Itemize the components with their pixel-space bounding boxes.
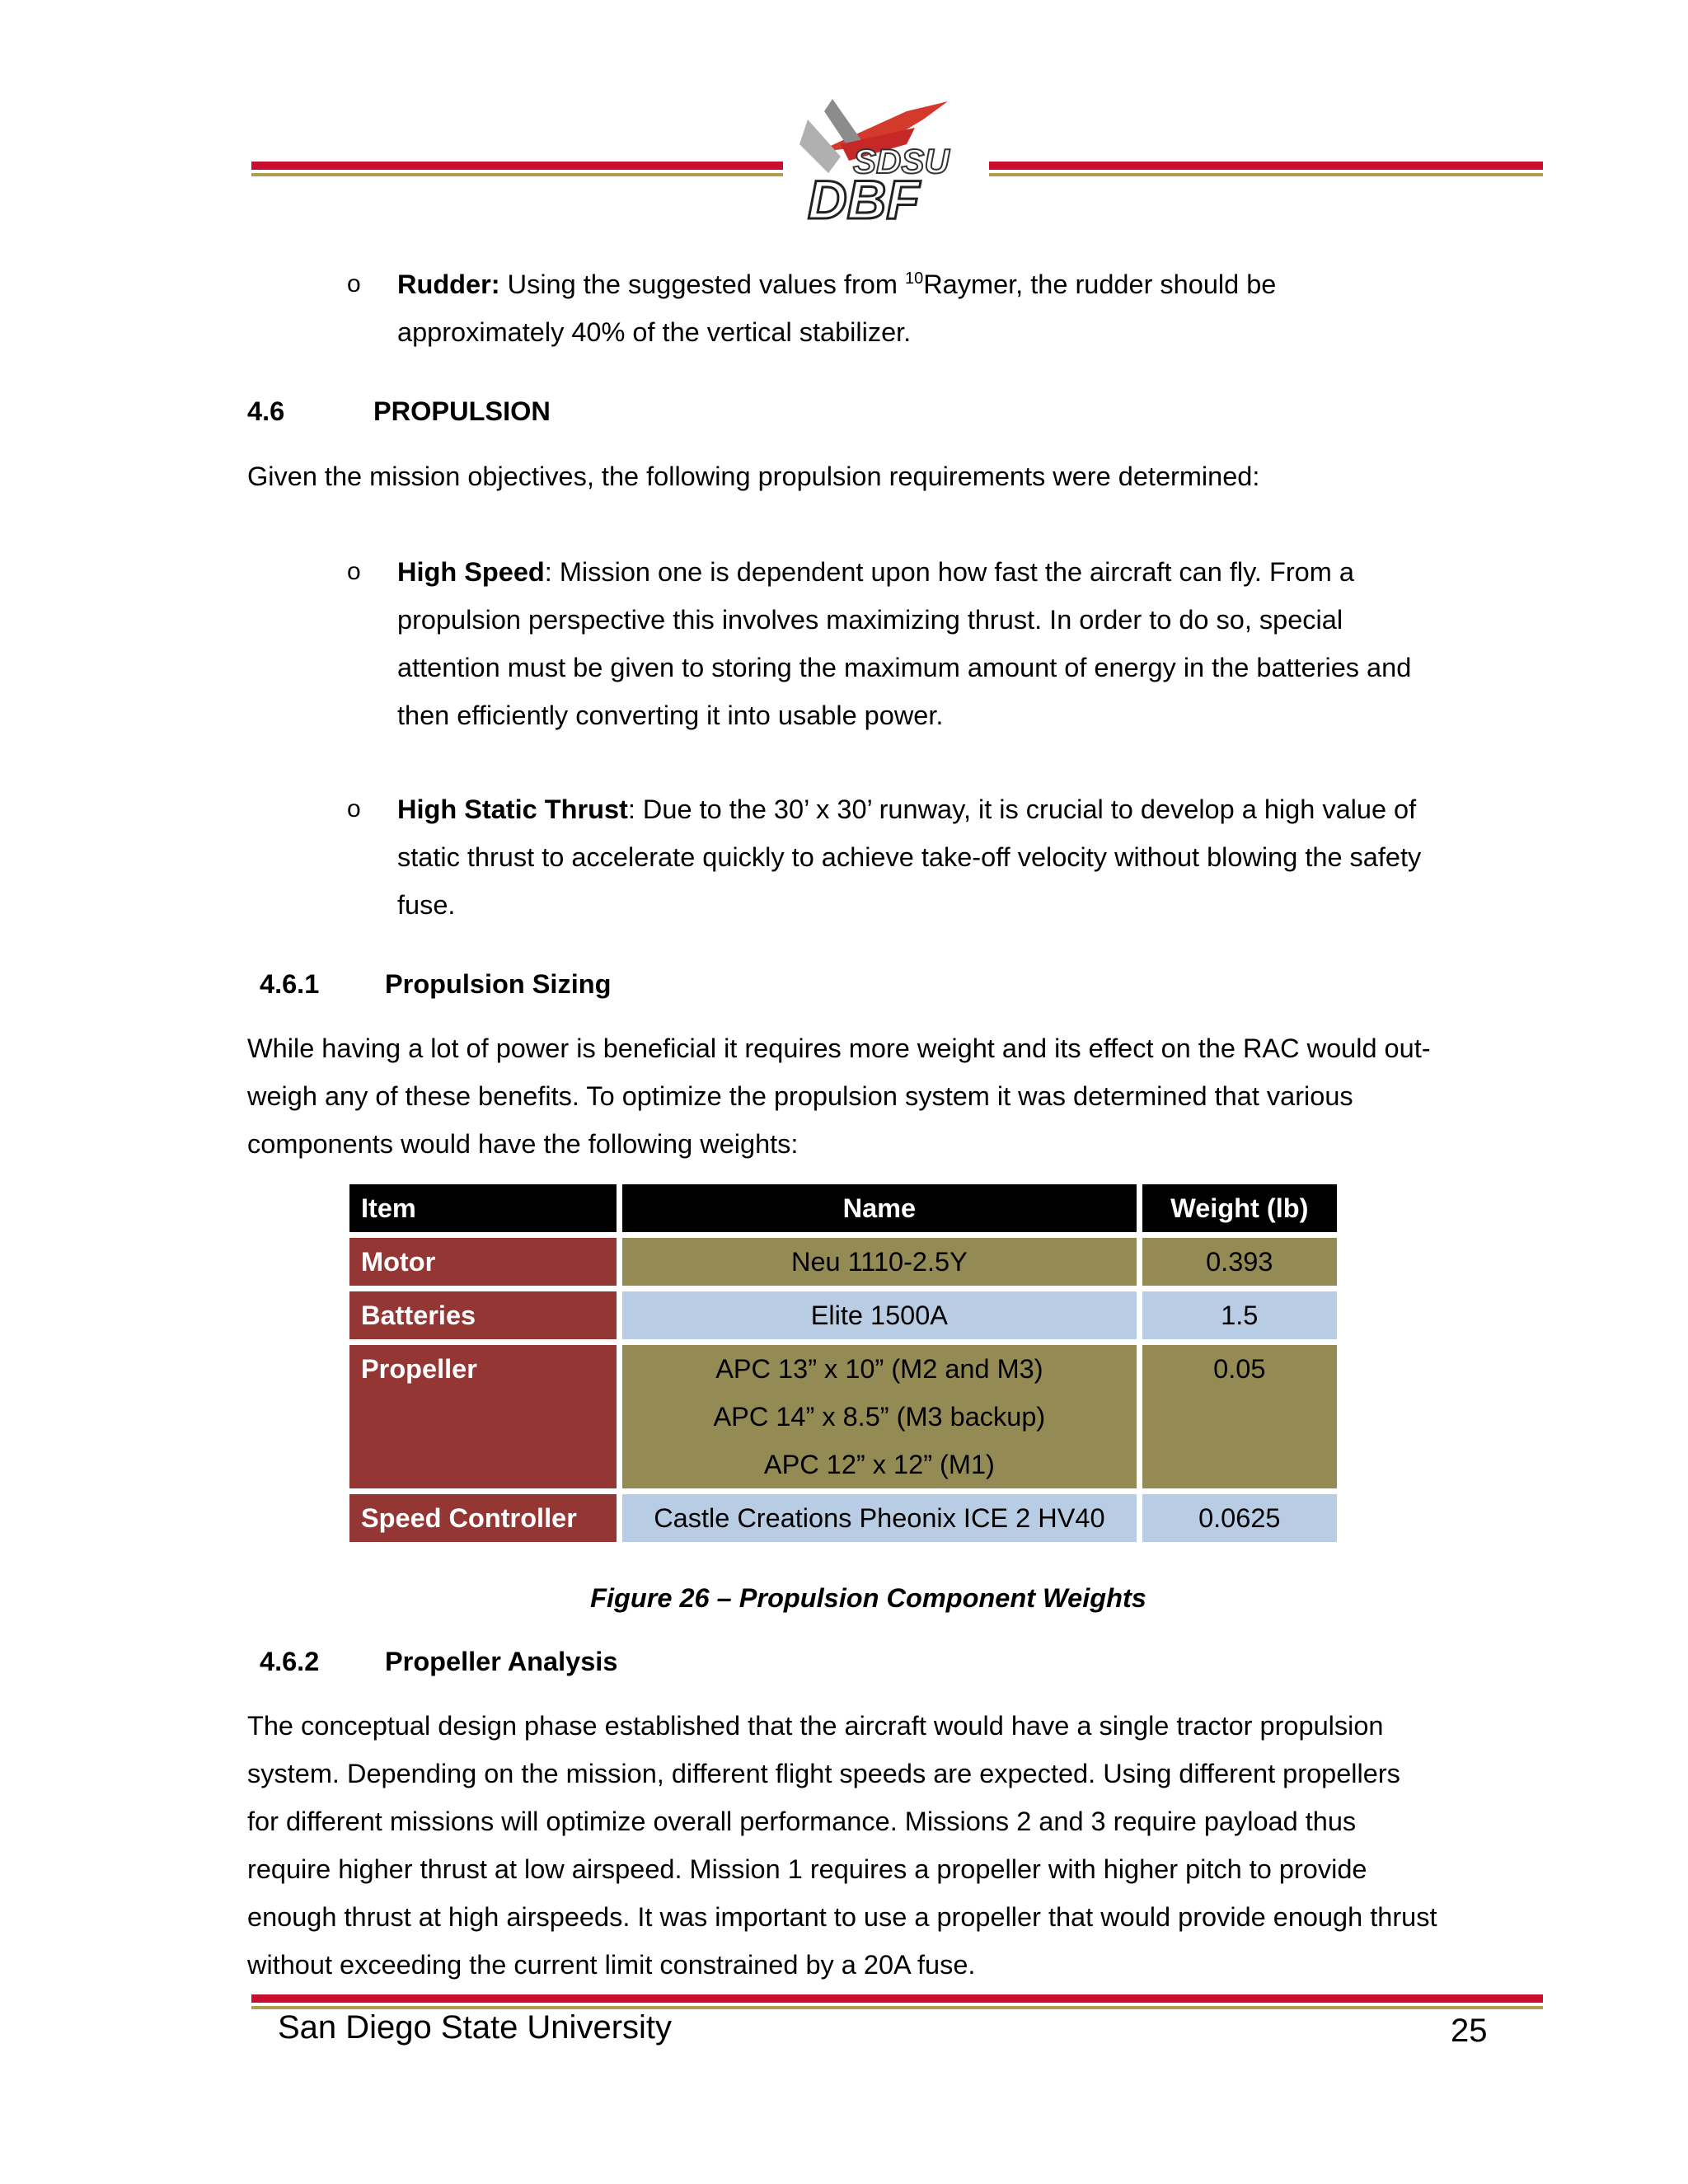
high-speed-label: High Speed (397, 557, 545, 587)
table-header-row (349, 1184, 1337, 1232)
analysis-line-4: require higher thrust at low airspeed. Mission 1 requires a propeller with higher pitch to provide (247, 1854, 1367, 1884)
footer-university: San Diego State University (278, 2009, 673, 2046)
logo-text-bottom: DBF (808, 169, 920, 230)
row-item: Speed Controller (349, 1494, 617, 1542)
header-item: Item (349, 1184, 617, 1232)
bullet-marker: o (347, 270, 361, 298)
propeller-option: APC 13” x 10” (M2 and M3) (715, 1354, 1043, 1384)
high-speed-line-2: propulsion perspective this involves maximizing thrust. In order to do so, special (397, 605, 1343, 635)
footer-page-number: 25 (1451, 2013, 1488, 2049)
section-4-6-1-number: 4.6.1 (260, 969, 320, 999)
section-4-6-title: PROPULSION (373, 396, 551, 426)
analysis-line-5: enough thrust at high airspeeds. It was important to use a propeller that would provide enough thrust (247, 1902, 1437, 1932)
high-static-line-3: fuse. (397, 890, 456, 920)
raymer-ref: 10 (904, 269, 924, 288)
footer-red-rule (251, 1994, 1543, 2003)
propeller-option: APC 12” x 12” (M1) (763, 1450, 995, 1479)
row-weight: 1.5 (1142, 1291, 1337, 1339)
analysis-line-1: The conceptual design phase established that the aircraft would have a single tractor propulsion (247, 1711, 1384, 1741)
sizing-line-2: weigh any of these benefits. To optimize the propulsion system it was determined that various (247, 1081, 1353, 1111)
high-static-label: High Static Thrust (397, 794, 628, 824)
analysis-line-2: system. Depending on the mission, different flight speeds are expected. Using different propellers (247, 1759, 1400, 1788)
bullet-marker: o (347, 795, 361, 823)
row-weight: 0.393 (1142, 1238, 1337, 1286)
sizing-line-1: While having a lot of power is beneficial it requires more weight and its effect on the RAC would out- (247, 1033, 1431, 1063)
rudder-line-1 (397, 260, 1276, 308)
row-name: Neu 1110-2.5Y (622, 1238, 1136, 1286)
section-4-6-number: 4.6 (247, 396, 285, 426)
section-4-6-2-number: 4.6.2 (260, 1647, 320, 1676)
high-speed-line-1: High Speed: Mission one is dependent upon how fast the aircraft can fly. From a (397, 557, 1354, 587)
high-speed-line-4: then efficiently converting it into usable power. (397, 701, 944, 730)
intro-paragraph: Given the mission objectives, the following propulsion requirements were determined: (247, 462, 1260, 491)
row-item: Propeller (349, 1345, 617, 1488)
logo-text-top: SDSU (853, 142, 950, 180)
table-row (349, 1345, 1337, 1488)
analysis-line-3: for different missions will optimize overall performance. Missions 2 and 3 require payload thus (247, 1807, 1357, 1836)
table-row (349, 1494, 1337, 1542)
high-static-line-2: static thrust to accelerate quickly to achieve take-off velocity without blowing the safety (397, 842, 1422, 872)
row-weight: 0.05 (1142, 1345, 1337, 1488)
figure-caption: Figure 26 – Propulsion Component Weights (590, 1583, 1146, 1613)
sizing-line-3: components would have the following weights: (247, 1129, 799, 1159)
section-4-6-1-title: Propulsion Sizing (385, 969, 612, 999)
bullet-marker: o (347, 558, 361, 585)
row-weight: 0.0625 (1142, 1494, 1337, 1542)
rudder-line-2: approximately 40% of the vertical stabilizer. (397, 317, 912, 347)
row-item: Motor (349, 1238, 617, 1286)
header-name: Name (622, 1184, 1136, 1232)
propeller-option: APC 14” x 8.5” (M3 backup) (713, 1402, 1046, 1432)
rudder-text-a: Using the suggested values from (507, 269, 905, 299)
rudder-text-b: Raymer, the rudder should be (923, 269, 1277, 299)
analysis-line-6: without exceeding the current limit constrained by a 20A fuse. (247, 1950, 976, 1980)
row-name: Elite 1500A (622, 1291, 1136, 1339)
high-speed-line-3: attention must be given to storing the maximum amount of energy in the batteries and (397, 653, 1412, 682)
header-weight: Weight (lb) (1142, 1184, 1337, 1232)
rudder-label: Rudder: (397, 269, 500, 299)
high-static-line-1: High Static Thrust: Due to the 30’ x 30’ runway, it is crucial to develop a high value of (397, 794, 1417, 824)
row-item: Batteries (349, 1291, 617, 1339)
row-name (622, 1345, 1136, 1488)
section-4-6-2-title: Propeller Analysis (385, 1647, 618, 1676)
table-row (349, 1238, 1337, 1286)
row-name: Castle Creations Pheonix ICE 2 HV40 (622, 1494, 1136, 1542)
sdsu-dbf-logo (783, 95, 989, 235)
propulsion-weights-table (344, 1179, 1343, 1548)
table-row (349, 1291, 1337, 1339)
